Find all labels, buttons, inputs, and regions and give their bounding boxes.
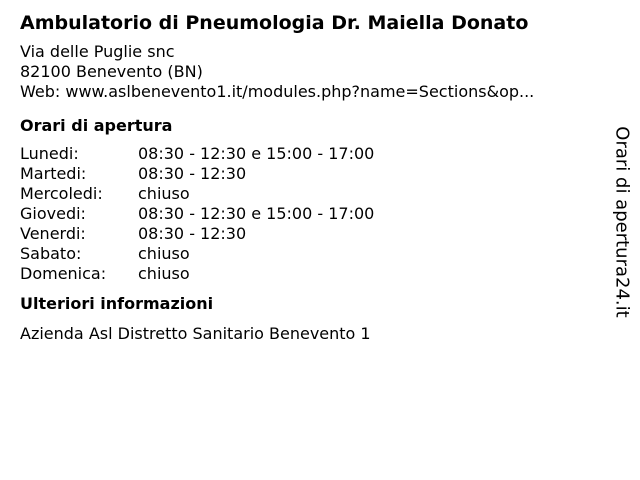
day-label: Mercoledi: bbox=[20, 184, 103, 203]
website-link[interactable]: Web: www.aslbenevento1.it/modules.php?name=Sections&op... bbox=[20, 82, 535, 101]
day-label: Martedi: bbox=[20, 164, 87, 183]
address-block bbox=[20, 42, 600, 102]
hours-row-wednesday bbox=[20, 184, 600, 204]
address-city: 82100 Benevento (BN) bbox=[20, 62, 203, 81]
day-hours: 08:30 - 12:30 bbox=[138, 224, 247, 243]
hours-row-tuesday bbox=[20, 164, 600, 184]
day-label: Sabato: bbox=[20, 244, 82, 263]
more-info-text: Azienda Asl Distretto Sanitario Benevento 1 bbox=[20, 324, 371, 343]
day-label: Venerdi: bbox=[20, 224, 86, 243]
day-label: Domenica: bbox=[20, 264, 107, 283]
hours-row-friday bbox=[20, 224, 600, 244]
day-hours: 08:30 - 12:30 e 15:00 - 17:00 bbox=[138, 144, 375, 163]
more-info-heading: Ulteriori informazioni bbox=[20, 294, 214, 313]
address-street: Via delle Puglie snc bbox=[20, 42, 175, 61]
day-hours: 08:30 - 12:30 e 15:00 - 17:00 bbox=[138, 204, 375, 223]
hours-row-sunday bbox=[20, 264, 600, 284]
brand-watermark: Orari di apertura24.it bbox=[611, 126, 633, 318]
hours-table bbox=[20, 144, 600, 284]
page-content bbox=[20, 10, 600, 344]
day-hours: chiuso bbox=[138, 264, 190, 283]
hours-heading: Orari di apertura bbox=[20, 116, 173, 135]
hours-row-thursday bbox=[20, 204, 600, 224]
day-hours: 08:30 - 12:30 bbox=[138, 164, 247, 183]
day-label: Giovedi: bbox=[20, 204, 86, 223]
day-hours: chiuso bbox=[138, 244, 190, 263]
day-hours: chiuso bbox=[138, 184, 190, 203]
hours-row-saturday bbox=[20, 244, 600, 264]
hours-row-monday bbox=[20, 144, 600, 164]
day-label: Lunedi: bbox=[20, 144, 79, 163]
page-title: Ambulatorio di Pneumologia Dr. Maiella Donato bbox=[20, 12, 529, 34]
